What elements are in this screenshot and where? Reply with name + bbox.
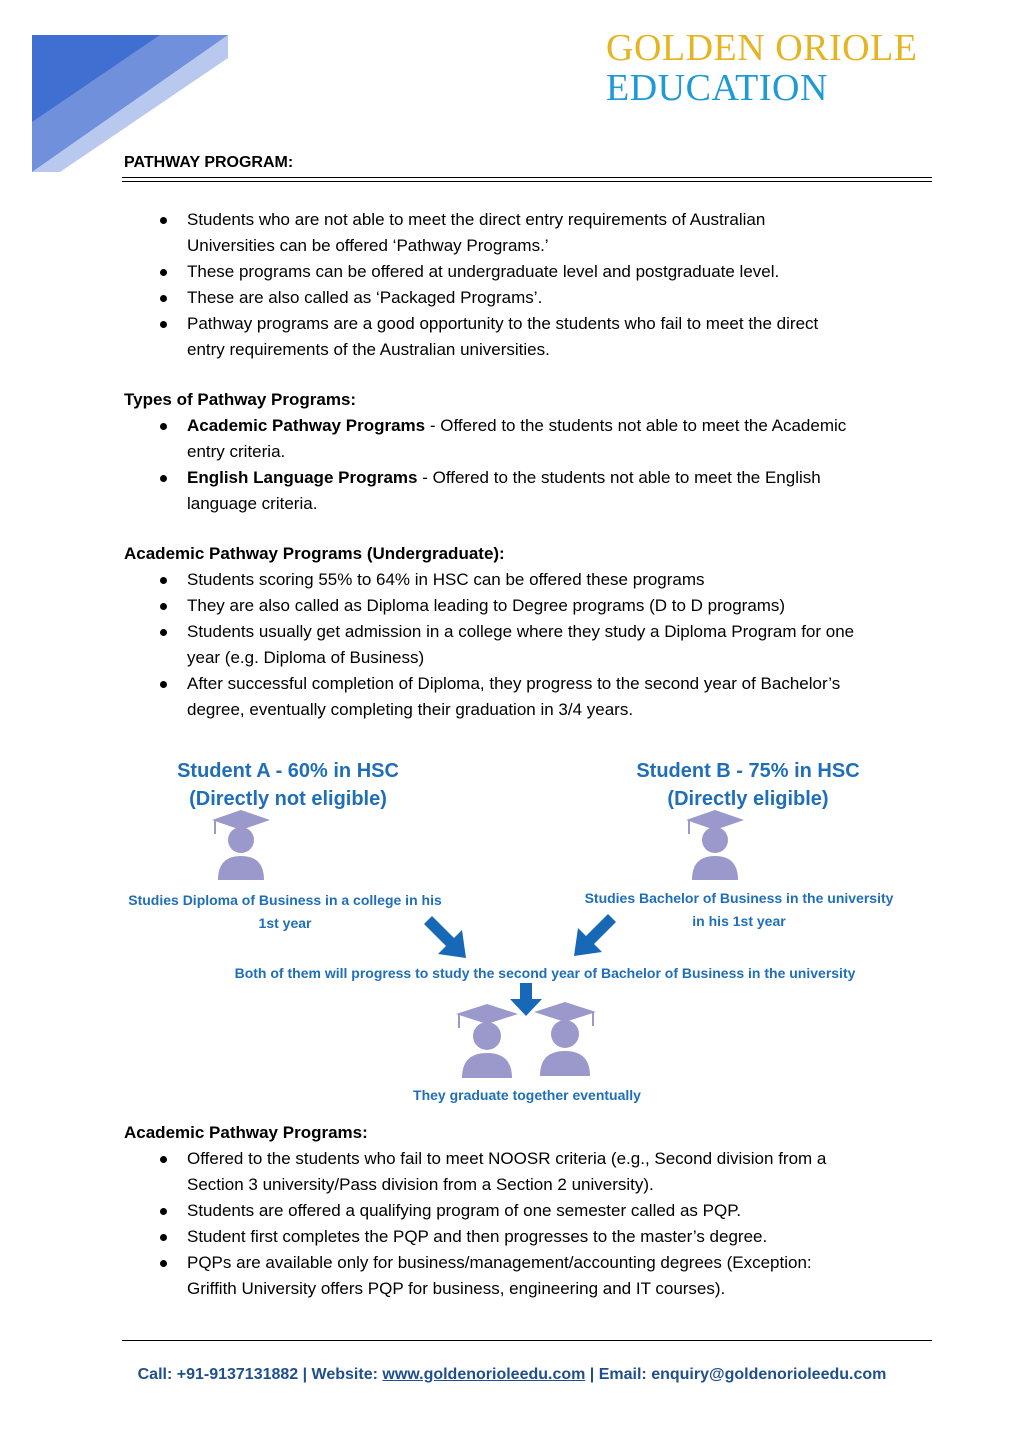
list-item: These are also called as ‘Packaged Programs’. [124,285,934,311]
website-link[interactable]: www.goldenorioleedu.com [382,1366,586,1383]
graduate-person-icon [682,808,748,880]
corner-decoration [0,0,240,180]
list-item: Offered to the students who fail to meet NOOSR criteria (e.g., Second division from a Section 3 university/Pass division from a Section 2 university). [124,1146,934,1198]
list-item: Academic Pathway Programs - Offered to the students not able to meet the Academic entry criteria. [124,413,934,465]
footer-contact [0,1366,1024,1384]
graduate-person-icon [452,1002,522,1078]
arrow-down-left-icon [570,910,620,960]
list-item: Students usually get admission in a college where they study a Diploma Program for one year (e.g. Diploma of Business) [124,619,934,671]
list-item: They are also called as Diploma leading to Degree programs (D to D programs) [124,593,934,619]
progress-text: Both of them will progress to study the second year of Bachelor of Business in the university [234,965,856,981]
arrow-down-right-icon [420,912,470,962]
list-item: Students who are not able to meet the direct entry requirements of Australian Universities can be offered ‘Pathway Programs.’ [124,207,934,259]
graduate-person-icon [530,1000,600,1076]
list-item: PQPs are available only for business/management/accounting degrees (Exception: Griffith University offers PQP for business, engineering and IT courses). [124,1250,934,1302]
student-a-label: Student A - 60% in HSC (Directly not eligible) [177,760,399,810]
footer-call: Call: +91-9137131882 | Website: [137,1366,383,1383]
title-rule [122,177,932,182]
postgrad-section [124,1120,934,1302]
pathway-title: PATHWAY PROGRAM: [124,154,294,171]
graduate-person-icon [208,808,274,880]
brand-line2: EDUCATION [606,67,828,109]
list-item: Students scoring 55% to 64% in HSC can be offered these programs [124,567,934,593]
postgrad-title: Academic Pathway Programs: [124,1123,368,1142]
list-item: Students are offered a qualifying program of one semester called as PQP. [124,1198,934,1224]
student-b-label: Student B - 75% in HSC (Directly eligible) [636,760,860,810]
types-title: Types of Pathway Programs: [124,390,357,409]
pathway-list [124,207,934,363]
brand-line1: GOLDEN ORIOLE [606,27,918,69]
graduate-text: They graduate together eventually [413,1087,641,1103]
footer-rule [122,1340,932,1341]
list-item: These programs can be offered at undergraduate level and postgraduate level. [124,259,934,285]
list-item: After successful completion of Diploma, they progress to the second year of Bachelor’s degree, eventually completing their graduation in 3/4 years. [124,671,934,723]
list-item: Pathway programs are a good opportunity to the students who fail to meet the direct entry requirements of the Australian universities. [124,311,934,363]
undergrad-title: Academic Pathway Programs (Undergraduate): [124,544,505,563]
list-item: English Language Programs - Offered to the students not able to meet the English language criteria. [124,465,934,517]
list-item: Student first completes the PQP and then progresses to the master’s degree. [124,1224,934,1250]
footer-email: | Email: enquiry@goldenorioleedu.com [585,1366,887,1383]
types-section [124,387,934,517]
student-a-study: Studies Diploma of Business in a college in his 1st year [128,892,442,931]
undergrad-section [124,541,934,723]
brand-logo [606,28,918,108]
student-b-study: Studies Bachelor of Business in the university in his 1st year [584,890,894,929]
